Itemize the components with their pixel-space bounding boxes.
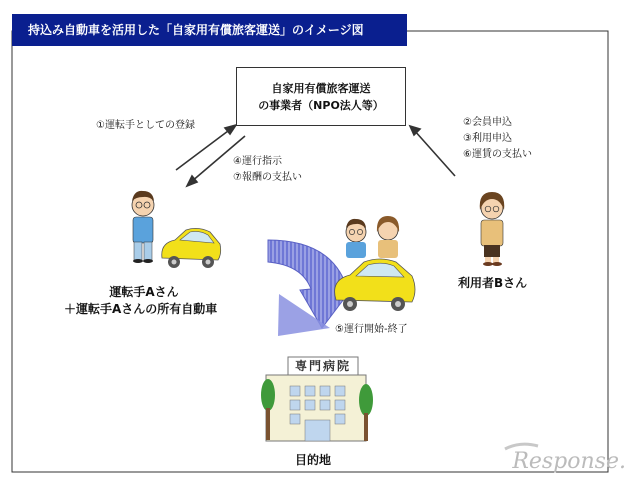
arrow-driver-to-operator [176,125,236,170]
driver-caption-line1: 運転手Aさん [109,285,179,299]
label-fare-payment: ⑥運賃の支払い [463,149,532,160]
driver-car [162,228,221,268]
diagram-title: 持込み自動車を活用した「自家用有償旅客運送」のイメージ図 [12,14,407,46]
user-b-figure [480,192,505,266]
label-trip-start-end: ⑤運行開始-終了 [335,324,408,335]
response-watermark: Response. [512,449,626,474]
driver-a-figure [132,191,154,263]
user-caption: 利用者Bさん [458,276,528,290]
passenger-group [346,216,399,258]
driver-caption-line2: ＋運転手Aさんの所有自動車 [64,302,218,316]
operator-box-line2: の事業者（NPO法人等） [258,98,384,112]
label-operation-instruction: ④運行指示 [233,156,282,167]
operator-box [236,67,406,126]
label-use-application: ③利用申込 [463,133,512,144]
operator-box-line1: 自家用有償旅客運送 [271,81,371,95]
arrow-user-to-operator [410,126,455,176]
label-member-application: ②会員申込 [463,117,512,128]
hospital-sign: 専門病院 [294,359,351,373]
label-remuneration-payment: ⑦報酬の支払い [233,172,302,183]
destination-caption: 目的地 [295,453,332,467]
label-driver-registration: ①運転手としての登録 [96,120,195,131]
trip-car [335,259,415,311]
